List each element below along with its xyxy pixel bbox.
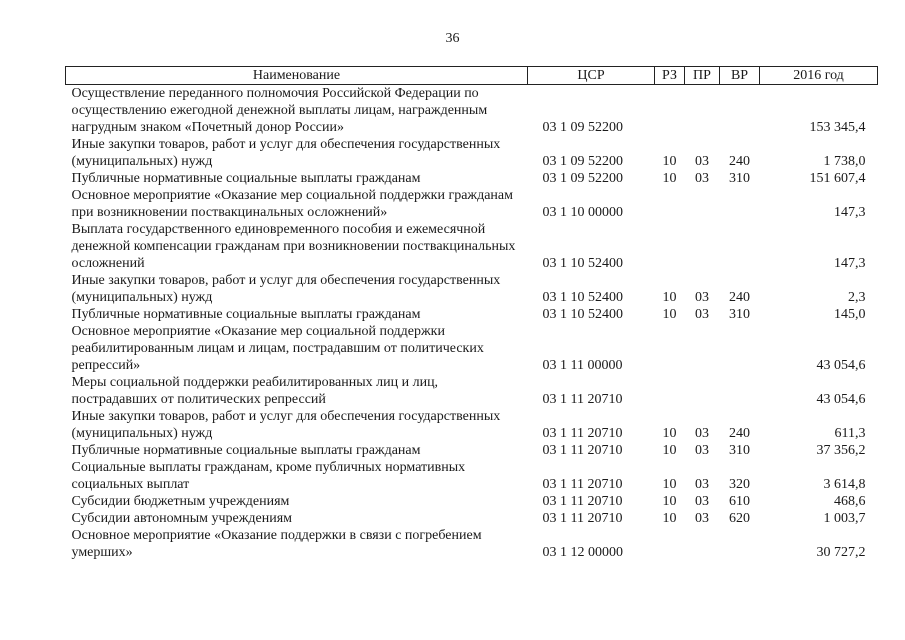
row-name-cell: Меры социальной поддержки реабилитированных лиц и лиц, пострадавших от политических репрессий: [71, 375, 439, 407]
row-pr-cell: [685, 323, 720, 374]
row-pr-cell: 03: [695, 154, 709, 169]
row-pr-cell: 03: [695, 290, 709, 305]
row-amount-cell: 30 727,2: [816, 545, 866, 560]
row-amount-cell: 43 054,6: [816, 358, 866, 373]
row-pr-cell: [685, 85, 720, 137]
row-name-cell: Осуществление переданного полномочия Российской Федерации по осуществлению ежегодной денежной выплаты лицам, награжденным нагрудным знаком «Почетный донор России»: [71, 86, 488, 135]
row-rz-cell: 10: [662, 511, 677, 526]
row-vr-cell: 610: [729, 494, 750, 509]
row-amount-cell: 611,3: [834, 426, 866, 441]
row-pr-cell: 03: [695, 443, 709, 458]
row-name-cell: Субсидии автономным учреждениям: [71, 511, 293, 526]
table-row: [66, 170, 878, 187]
row-vr-cell: 240: [729, 290, 750, 305]
header-pr: ПР: [685, 67, 720, 85]
row-name-cell: Публичные нормативные социальные выплаты гражданам: [71, 307, 421, 322]
row-name-cell: Выплата государственного единовременного пособия и ежемесячной денежной компенсации гражданам при возникновении поствакцинальных осложнений: [71, 222, 516, 271]
row-vr-cell: [720, 323, 760, 374]
row-csr-cell: 03 1 11 20710: [542, 511, 623, 526]
row-vr-cell: 310: [729, 307, 750, 322]
row-vr-cell: [720, 374, 760, 408]
row-csr-cell: 03 1 12 00000: [542, 545, 623, 560]
row-name-cell: Основное мероприятие «Оказание мер социальной поддержки реабилитированным лицам и лицам, пострадавшим от политических репрессий»: [71, 324, 484, 373]
table-row: [66, 306, 878, 323]
row-name-cell: Субсидии бюджетным учреждениям: [71, 494, 290, 509]
row-pr-cell: 03: [695, 511, 709, 526]
row-name-cell: Иные закупки товаров, работ и услуг для обеспечения государственных (муниципальных) нужд: [71, 273, 501, 305]
row-csr-cell: 03 1 11 20710: [542, 494, 623, 509]
table-row: [66, 527, 878, 561]
header-rz: РЗ: [655, 67, 685, 85]
row-vr-cell: [720, 85, 760, 137]
header-csr: ЦСР: [528, 67, 655, 85]
row-rz-cell: [655, 374, 685, 408]
row-amount-cell: 147,3: [834, 256, 866, 271]
row-amount-cell: 153 345,4: [809, 120, 866, 135]
row-amount-cell: 3 614,8: [823, 477, 866, 492]
row-pr-cell: [685, 221, 720, 272]
row-vr-cell: [720, 527, 760, 561]
row-rz-cell: [655, 323, 685, 374]
row-amount-cell: 37 356,2: [816, 443, 866, 458]
table-row: [66, 85, 878, 137]
row-rz-cell: 10: [662, 307, 677, 322]
row-csr-cell: 03 1 10 00000: [542, 205, 623, 220]
row-pr-cell: [685, 374, 720, 408]
row-csr-cell: 03 1 11 20710: [542, 392, 623, 407]
row-vr-cell: 240: [729, 154, 750, 169]
row-csr-cell: 03 1 11 20710: [542, 426, 623, 441]
row-name-cell: Социальные выплаты гражданам, кроме публичных нормативных социальных выплат: [71, 460, 466, 492]
row-name-cell: Основное мероприятие «Оказание поддержки в связи с погребением умерших»: [71, 528, 482, 560]
row-vr-cell: [720, 221, 760, 272]
row-rz-cell: [655, 527, 685, 561]
row-vr-cell: 320: [729, 477, 750, 492]
row-amount-cell: 151 607,4: [809, 171, 866, 186]
budget-table: [65, 66, 878, 561]
row-csr-cell: 03 1 10 52400: [542, 256, 623, 271]
row-vr-cell: [720, 187, 760, 221]
table-row: [66, 221, 878, 272]
row-pr-cell: 03: [695, 171, 709, 186]
row-vr-cell: 310: [729, 443, 750, 458]
row-name-cell: Публичные нормативные социальные выплаты гражданам: [71, 171, 421, 186]
table-row: [66, 272, 878, 306]
row-pr-cell: 03: [695, 307, 709, 322]
row-pr-cell: 03: [695, 477, 709, 492]
row-name-cell: Иные закупки товаров, работ и услуг для обеспечения государственных (муниципальных) нужд: [71, 409, 501, 441]
row-rz-cell: [655, 187, 685, 221]
row-name-cell: Основное мероприятие «Оказание мер социальной поддержки гражданам при возникновении поствакцинальных осложнений»: [71, 188, 513, 220]
row-rz-cell: 10: [662, 477, 677, 492]
row-rz-cell: 10: [662, 443, 677, 458]
row-amount-cell: 147,3: [834, 205, 866, 220]
table-row: [66, 510, 878, 527]
row-amount-cell: 2,3: [848, 290, 866, 305]
row-rz-cell: [655, 221, 685, 272]
table-row: [66, 442, 878, 459]
row-csr-cell: 03 1 09 52200: [542, 120, 623, 135]
row-vr-cell: 240: [729, 426, 750, 441]
table-body: [66, 85, 878, 562]
row-name-cell: Иные закупки товаров, работ и услуг для обеспечения государственных (муниципальных) нужд: [71, 137, 501, 169]
row-pr-cell: 03: [695, 494, 709, 509]
row-vr-cell: 620: [729, 511, 750, 526]
table-row: [66, 187, 878, 221]
table-row: [66, 136, 878, 170]
row-rz-cell: 10: [662, 171, 677, 186]
row-csr-cell: 03 1 11 00000: [542, 358, 623, 373]
row-rz-cell: [655, 85, 685, 137]
row-csr-cell: 03 1 11 20710: [542, 443, 623, 458]
row-rz-cell: 10: [662, 290, 677, 305]
row-pr-cell: [685, 187, 720, 221]
table-row: [66, 323, 878, 374]
row-csr-cell: 03 1 11 20710: [542, 477, 623, 492]
row-csr-cell: 03 1 09 52200: [542, 154, 623, 169]
row-csr-cell: 03 1 10 52400: [542, 290, 623, 305]
table-row: [66, 459, 878, 493]
header-name: Наименование: [66, 67, 528, 85]
row-amount-cell: 43 054,6: [816, 392, 866, 407]
row-pr-cell: [685, 527, 720, 561]
row-rz-cell: 10: [662, 426, 677, 441]
row-csr-cell: 03 1 09 52200: [542, 171, 623, 186]
row-vr-cell: 310: [729, 171, 750, 186]
row-pr-cell: 03: [695, 426, 709, 441]
row-amount-cell: 145,0: [834, 307, 866, 322]
row-rz-cell: 10: [662, 494, 677, 509]
table-row: [66, 408, 878, 442]
row-rz-cell: 10: [662, 154, 677, 169]
row-name-cell: Публичные нормативные социальные выплаты гражданам: [71, 443, 421, 458]
row-amount-cell: 468,6: [834, 494, 866, 509]
header-vr: ВР: [720, 67, 760, 85]
row-amount-cell: 1 003,7: [823, 511, 866, 526]
row-csr-cell: 03 1 10 52400: [542, 307, 623, 322]
table-row: [66, 493, 878, 510]
header-year: 2016 год: [760, 67, 878, 85]
page-number: 36: [445, 31, 460, 46]
table-header-row: [66, 67, 878, 85]
table-row: [66, 374, 878, 408]
row-amount-cell: 1 738,0: [823, 154, 866, 169]
